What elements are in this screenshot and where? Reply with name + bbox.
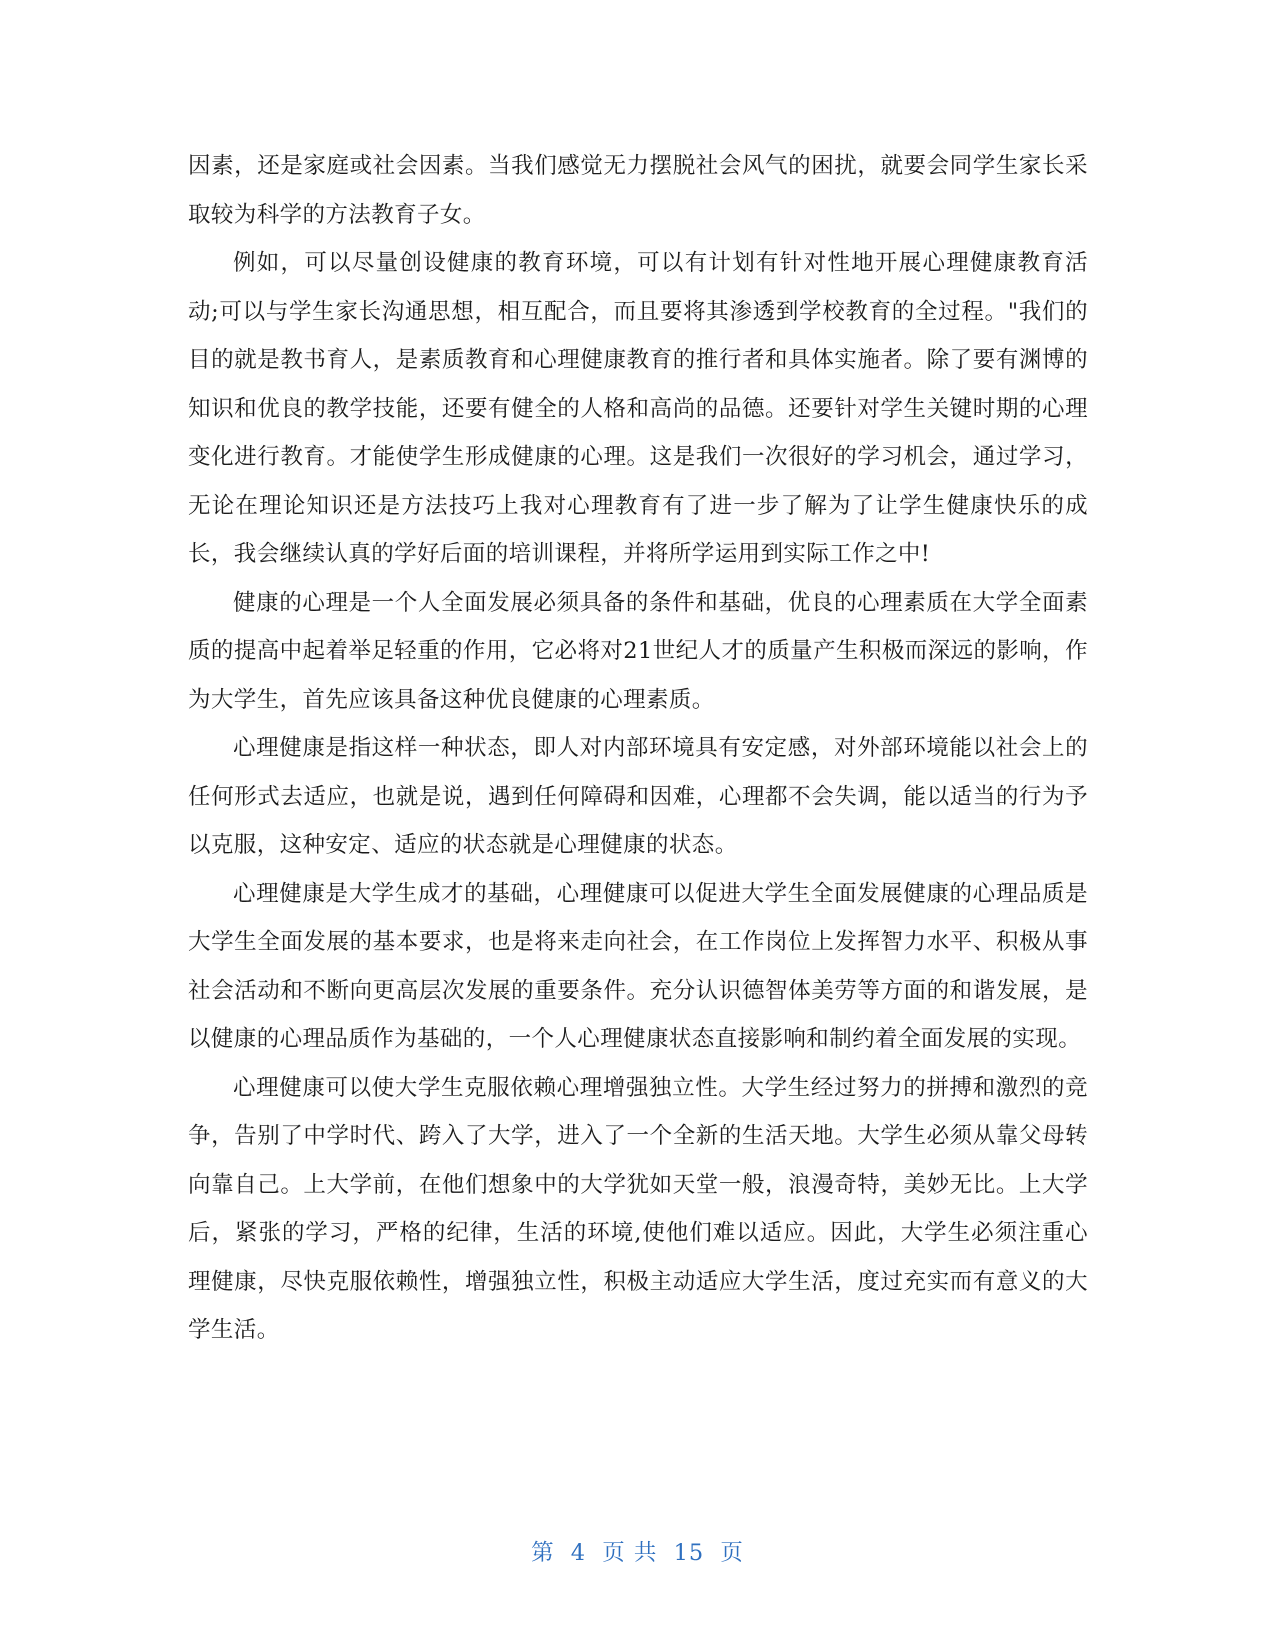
paragraph-6: 心理健康可以使大学生克服依赖心理增强独立性。大学生经过努力的拼搏和激烈的竞争，告别了中学时代、跨入了大学，进入了一个全新的生活天地。大学生必须从靠父母转向靠自己。上大学前，在他们想象中的大学犹如天堂一般，浪漫奇特，美妙无比。上大学后，紧张的学习，严格的纪律，生活的环境,使他们难以适应。因此，大学生必须注重心理健康，尽快克服依赖性，增强独立性，积极主动适应大学生活，度过充实而有意义的大学生活。 <box>188 1074 1088 1343</box>
paragraph-3: 健康的心理是一个人全面发展必须具备的条件和基础，优良的心理素质在大学全面素质的提高中起着举足轻重的作用，它必将对21世纪人才的质量产生积极而深远的影响，作为大学生，首先应该具备这种优良健康的心理素质。 <box>188 589 1088 713</box>
footer-prefix: 第 <box>531 1540 555 1566</box>
footer-middle: 页 共 <box>602 1540 658 1566</box>
paragraph-2: 例如，可以尽量创设健康的教育环境，可以有计划有针对性地开展心理健康教育活动;可以与学生家长沟通思想，相互配合，而且要将其渗透到学校教育的全过程。"我们的目的就是教书育人，是素质教育和心理健康教育的推行者和具体实施者。除了要有渊博的知识和优良的教学技能，还要有健全的人格和高尚的品德。还要针对学生关键时期的心理变化进行教育。才能使学生形成健康的心理。这是我们一次很好的学习机会，通过学习，无论在理论知识还是方法技巧上我对心理教育有了进一步了解为了让学生健康快乐的成长，我会继续认真的学好后面的培训课程，并将所学运用到实际工作之中! <box>188 250 1088 567</box>
paragraph-1: 因素，还是家庭或社会因素。当我们感觉无力摆脱社会风气的困扰，就要会同学生家长采取较为科学的方法教育子女。 <box>188 153 1088 228</box>
paragraph-5: 心理健康是大学生成才的基础，心理健康可以促进大学生全面发展健康的心理品质是大学生全面发展的基本要求，也是将来走向社会，在工作岗位上发挥智力水平、积极从事社会活动和不断向更高层次发展的重要条件。充分认识德智体美劳等方面的和谐发展，是以健康的心理品质作为基础的，一个人心理健康状态直接影响和制约着全面发展的实现。 <box>188 880 1088 1052</box>
document-body <box>188 142 1088 1355</box>
total-pages-number: 15 <box>673 1540 705 1566</box>
footer-suffix: 页 <box>720 1540 744 1566</box>
paragraph-4: 心理健康是指这样一种状态，即人对内部环境具有安定感，对外部环境能以社会上的任何形式去适应，也就是说，遇到任何障碍和因难，心理都不会失调，能以适当的行为予以克服，这种安定、适应的状态就是心理健康的状态。 <box>188 735 1088 858</box>
page-footer <box>0 1535 1275 1567</box>
current-page-number: 4 <box>570 1540 587 1566</box>
